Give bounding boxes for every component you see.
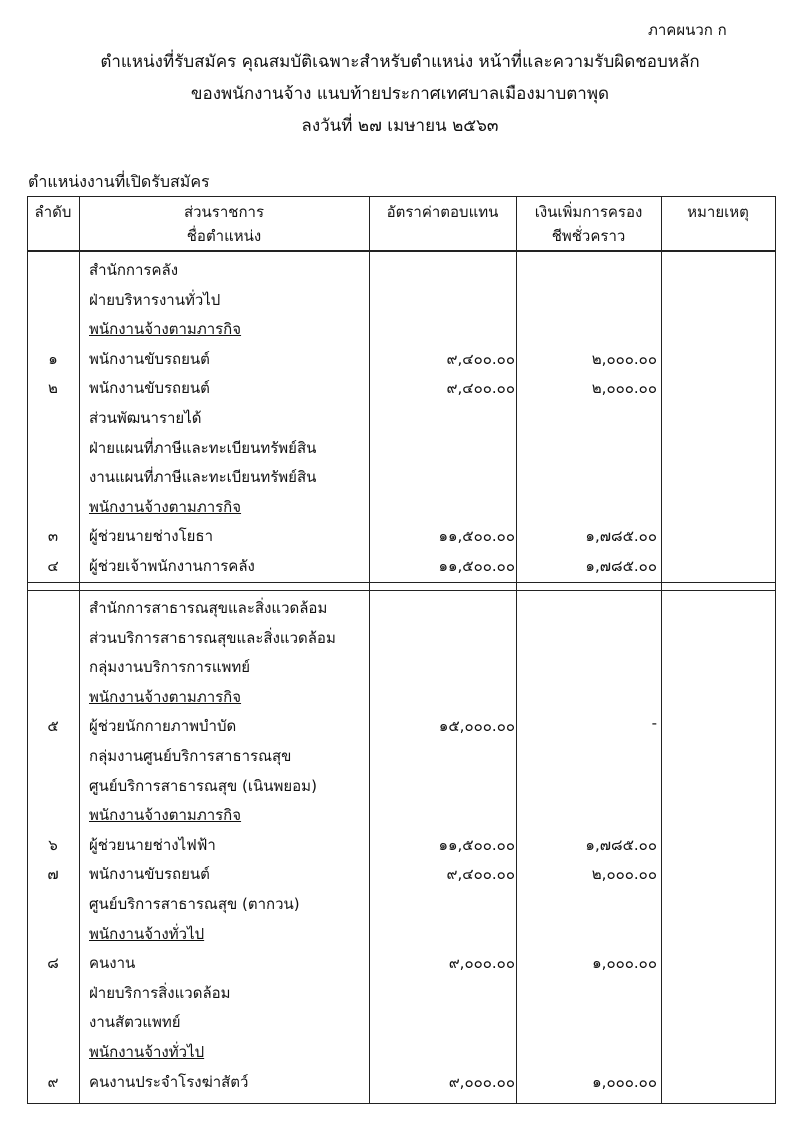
row-number: ๑ — [48, 349, 58, 368]
row-description: งานสัตวแพทย์ — [89, 1013, 181, 1032]
row-allowance: ๑,๗๘๕.๐๐ — [585, 557, 657, 575]
row-allowance: ๑,๗๘๕.๐๐ — [585, 835, 657, 854]
row-allowance: ๑,๐๐๐.๐๐ — [592, 954, 657, 973]
title-line-3: ลงวันที่ ๒๗ เมษายน ๒๕๖๓ — [301, 116, 499, 136]
employee-type-label: พนักงานจ้างทั่วไป — [89, 1043, 205, 1061]
row-allowance: ๑,๗๘๕.๐๐ — [585, 527, 657, 546]
row-number: ๒ — [48, 379, 58, 398]
row-number: ๔ — [47, 557, 59, 575]
row-description: ศูนย์บริการสาธารณสุข (ตากวน) — [89, 895, 300, 913]
employee-type-label: พนักงานจ้างตามภารกิจ — [89, 687, 242, 706]
row-rate: ๑๑,๕๐๐.๐๐ — [438, 557, 515, 575]
row-allowance: ๒,๐๐๐.๐๐ — [591, 379, 657, 398]
header-bottom-border — [27, 250, 776, 252]
row-description: ผู้ช่วยนายช่างไฟฟ้า — [89, 835, 216, 854]
row-description: ฝ่ายแผนที่ภาษีและทะเบียนทรัพย์สิน — [89, 438, 317, 457]
row-rate: ๙,๔๐๐.๐๐ — [446, 865, 515, 884]
row-number: ๗ — [47, 865, 59, 884]
header-no: ลำดับ — [34, 203, 72, 221]
row-description: พนักงานขับรถยนต์ — [89, 379, 210, 398]
header-dept-line1: ส่วนราชการ — [183, 203, 265, 221]
header-allowance-line2: ชีพชั่วคราว — [551, 227, 626, 245]
positions-table — [27, 196, 776, 1104]
row-description: สำนักการสาธารณสุขและสิ่งแวดล้อม — [89, 599, 328, 617]
header-rate: อัตราค่าตอบแทน — [386, 203, 499, 221]
section-title: ตำแหน่งงานที่เปิดรับสมัคร — [28, 172, 210, 191]
col-border-4 — [661, 196, 662, 1104]
row-number: ๓ — [47, 527, 59, 546]
employee-type-label: พนักงานจ้างตามภารกิจ — [89, 320, 242, 339]
employee-type-label: พนักงานจ้างทั่วไป — [89, 924, 205, 943]
row-rate: ๙,๔๐๐.๐๐ — [446, 379, 515, 398]
header-remark: หมายเหตุ — [687, 203, 749, 221]
row-description: ผู้ช่วยเจ้าพนักงานการคลัง — [89, 557, 255, 575]
row-rate: ๙,๐๐๐.๐๐ — [448, 954, 515, 973]
header-dept-line2: ชื่อตำแหน่ง — [186, 227, 262, 245]
title-line-2: ของพนักงานจ้าง แนบท้ายประกาศเทศบาลเมืองมาบตาพุด — [190, 84, 610, 104]
table-bottom-border — [27, 1103, 776, 1104]
row-description: กลุ่มงานศูนย์บริการสาธารณสุข — [89, 747, 292, 765]
group-top-border — [27, 582, 776, 583]
row-number: ๕ — [47, 717, 59, 736]
row-rate: ๑๑,๕๐๐.๐๐ — [438, 835, 515, 854]
row-number: ๙ — [47, 1072, 59, 1091]
col-border-1 — [79, 196, 80, 1104]
row-description: ศูนย์บริการสาธารณสุข (เนินพยอม) — [89, 776, 317, 795]
title-line-1: ตำแหน่งที่รับสมัคร คุณสมบัติเฉพาะสำหรับตำแหน่ง หน้าที่และความรับผิดชอบหลัก — [100, 52, 700, 72]
employee-type-label: พนักงานจ้างตามภารกิจ — [89, 806, 242, 825]
row-description: กลุ่มงานบริการการแพทย์ — [89, 658, 251, 677]
row-allowance: ๒,๐๐๐.๐๐ — [591, 865, 657, 884]
row-number: ๖ — [48, 835, 58, 854]
row-description: คนงาน — [89, 954, 136, 973]
col-border-5 — [775, 196, 776, 1104]
row-description: พนักงานขับรถยนต์ — [89, 349, 210, 368]
row-description: คนงานประจำโรงฆ่าสัตว์ — [89, 1072, 249, 1091]
row-rate: ๙,๐๐๐.๐๐ — [448, 1072, 515, 1091]
row-description: ผู้ช่วยนายช่างโยธา — [89, 527, 213, 546]
row-rate: ๙,๔๐๐.๐๐ — [446, 349, 515, 368]
row-description: พนักงานขับรถยนต์ — [89, 865, 210, 884]
row-description: ส่วนบริการสาธารณสุขและสิ่งแวดล้อม — [89, 628, 336, 647]
appendix-label: ภาคผนวก ก — [648, 21, 727, 39]
row-rate: ๑๑,๕๐๐.๐๐ — [438, 527, 515, 546]
employee-type-label: พนักงานจ้างตามภารกิจ — [89, 497, 242, 516]
row-description: ฝ่ายบริการสิ่งแวดล้อม — [89, 983, 231, 1002]
header-allowance-line1: เงินเพิ่มการครอง — [534, 203, 643, 221]
row-description: สำนักการคลัง — [89, 261, 179, 279]
group-top-border-2 — [27, 590, 776, 591]
row-rate: ๑๕,๐๐๐.๐๐ — [438, 717, 515, 736]
row-description: ฝ่ายบริหารงานทั่วไป — [89, 290, 221, 309]
row-allowance: - — [651, 714, 657, 733]
row-number: ๘ — [47, 954, 59, 973]
row-allowance: ๒,๐๐๐.๐๐ — [591, 349, 657, 368]
row-description: ผู้ช่วยนักกายภาพบำบัด — [89, 717, 237, 736]
row-description: ส่วนพัฒนารายได้ — [89, 409, 202, 427]
row-allowance: ๑,๐๐๐.๐๐ — [592, 1072, 657, 1091]
table-top-border — [27, 196, 776, 197]
row-description: งานแผนที่ภาษีและทะเบียนทรัพย์สิน — [89, 468, 317, 487]
